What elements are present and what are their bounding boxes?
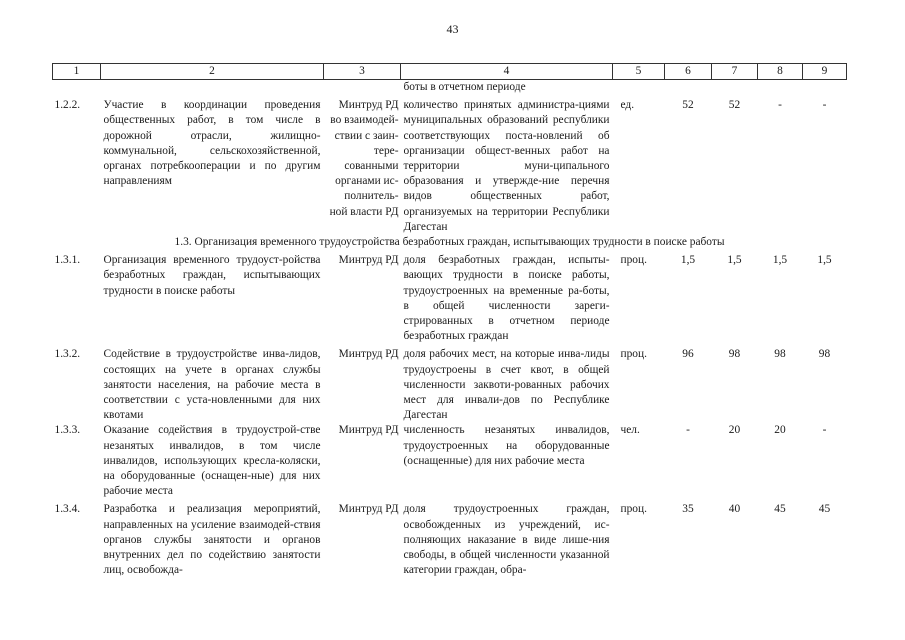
value-col7: 52 bbox=[728, 99, 741, 112]
value-col8: 98 bbox=[774, 348, 786, 361]
column-header: 5 bbox=[613, 64, 665, 80]
indicator: численность незанятых инвалидов, трудоустроенных на оборудованные (оснащенные) для них рабочие места bbox=[403, 424, 610, 467]
value-col8: 1,5 bbox=[772, 254, 788, 267]
indicator: доля трудоустроенных граждан, освобожденных из учреждений, ис-полняющих наказание в виде лише-ния свободы, в общей численности указанной категории граждан, обра- bbox=[403, 503, 610, 577]
value-col8: - bbox=[778, 99, 782, 112]
indicator-continuation: боты в отчетном периоде bbox=[403, 81, 526, 93]
table-row bbox=[53, 253, 847, 344]
indicator: доля рабочих мест, на которые инва-лиды трудоустроены в счет квот, в общей численности заквоти-рованных рабочих мест для инвали-дов по Республике Дагестан bbox=[403, 348, 610, 422]
row-number: 1.3.2. bbox=[54, 348, 81, 361]
row-number: 1.2.2. bbox=[54, 99, 81, 112]
table-row bbox=[53, 347, 847, 423]
column-header: 3 bbox=[324, 64, 401, 80]
measure-name: Оказание содействия в трудоустрой-стве незанятых инвалидов, в том числе инвалидов, использующих кресла-коляски, на оборудованные (оснащен-ные) для них рабочие места bbox=[103, 424, 321, 498]
column-header: 9 bbox=[803, 64, 847, 80]
unit: проц. bbox=[620, 254, 647, 267]
unit: проц. bbox=[620, 348, 647, 361]
value-col7: 40 bbox=[728, 503, 741, 516]
unit: проц. bbox=[620, 503, 647, 516]
column-header: 6 bbox=[665, 64, 712, 80]
executor: Минтруд РД bbox=[338, 424, 399, 437]
value-col8: 45 bbox=[774, 503, 786, 516]
value-col7: 98 bbox=[728, 348, 741, 361]
value-col6: 52 bbox=[682, 99, 694, 112]
value-col6: 35 bbox=[682, 503, 694, 516]
measure-name: Организация временного трудоуст-ройства безработных граждан, испытывающих трудности в поиске работы bbox=[103, 254, 321, 297]
section-heading-row bbox=[53, 235, 847, 250]
column-header: 7 bbox=[712, 64, 758, 80]
executor: Минтруд РД bbox=[338, 254, 399, 267]
column-number-header bbox=[53, 64, 847, 80]
value-col6: 1,5 bbox=[680, 254, 696, 267]
table-row bbox=[53, 502, 847, 578]
indicator: количество принятых администра-циями муниципальных образований республики соответствующих поста-новлений об организации общест-венных работ на территории муни-ципального образования и утвержде-ние перечня видов общественных работ, организуемых на территории Республики Дагестан bbox=[403, 99, 610, 233]
measure-name: Разработка и реализация мероприятий, направленных на усиление взаимодей-ствия органов службы занятости и органов внутренних дел по содействию занятости лиц, освобожда- bbox=[103, 503, 321, 577]
unit: ед. bbox=[620, 99, 635, 112]
value-col7: 1,5 bbox=[727, 254, 742, 267]
value-col9: 1,5 bbox=[817, 254, 832, 267]
table-row bbox=[53, 98, 847, 235]
indicator: доля безработных граждан, испыты-вающих трудности в поиске работы, трудоустроенных на временные ра-боты, в общей численности зареги-стрированных в отчетном периоде безработных граждан bbox=[403, 254, 610, 343]
executor: Минтруд РД bbox=[338, 503, 399, 516]
measure-name: Содействие в трудоустройстве инва-лидов, состоящих на учете в органах службы занятости населения, на рабочие места в соответствии с уста-новленными для них квотами bbox=[103, 348, 321, 422]
section-heading: 1.3. Организация временного трудоустройства безработных граждан, испытывающих трудности в поиске работы bbox=[174, 236, 725, 249]
value-col6: 96 bbox=[682, 348, 694, 361]
row-number: 1.3.4. bbox=[54, 503, 81, 516]
value-col8: 20 bbox=[774, 424, 786, 437]
row-number: 1.3.3. bbox=[54, 424, 81, 437]
measure-name: Участие в координации проведения общественных работ, в том числе в дорожной отрасли, жилищно-коммунальной, сельскохозяйственной, органах потребкооперации и по другим направлениям bbox=[103, 99, 321, 188]
executor: Минтруд РД во взаимодей-ствии с заин-тере-сованными органами ис-полнитель-ной власти РД bbox=[329, 99, 399, 218]
continuation-row bbox=[53, 80, 847, 96]
row-number: 1.3.1. bbox=[54, 254, 81, 267]
executor: Минтруд РД bbox=[338, 348, 399, 361]
value-col9: - bbox=[822, 99, 827, 112]
value-col7: 20 bbox=[728, 424, 741, 437]
measures-table bbox=[52, 63, 847, 579]
unit: чел. bbox=[620, 424, 640, 437]
column-header: 8 bbox=[758, 64, 803, 80]
value-col9: 98 bbox=[818, 348, 831, 361]
value-col9: - bbox=[822, 424, 827, 437]
column-header: 1 bbox=[53, 64, 101, 80]
column-header: 2 bbox=[101, 64, 324, 80]
table-row bbox=[53, 423, 847, 499]
column-header: 4 bbox=[401, 64, 613, 80]
value-col6: - bbox=[686, 424, 690, 437]
page-number: 43 bbox=[446, 22, 459, 36]
value-col9: 45 bbox=[818, 503, 831, 516]
